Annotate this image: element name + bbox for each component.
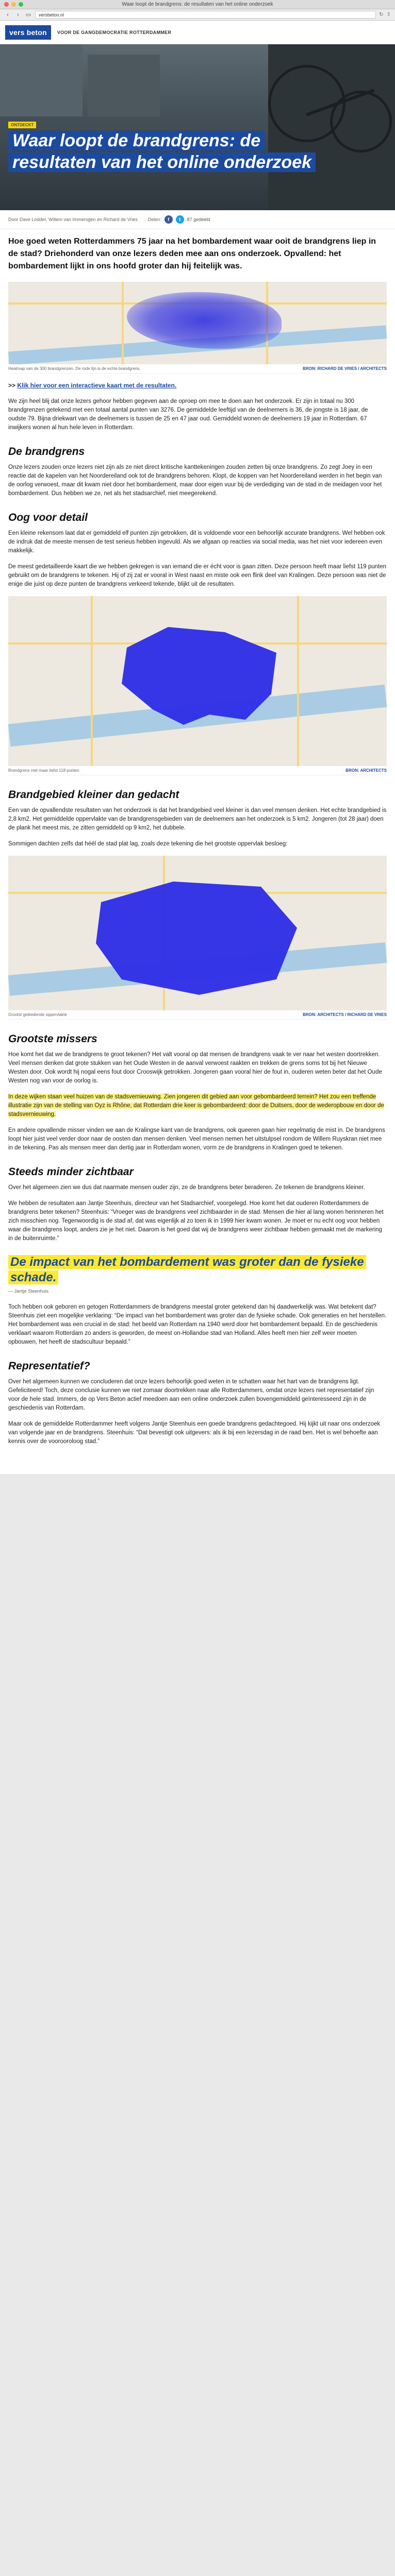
map-road [122,282,124,364]
paragraph: Over het algemeen kunnen we concluderen dat onze lezers behoorlijk goed weten in te schatten waar het hart van de brandgrens ligt. Gefeliciteerd! Toch, deze conclusie kunnen we niet zomaar doortrekken naar alle Rotterdammers, omdat onze lezers niet representatief zijn voor de hele stad. Immers, de op Vers Beton actief meedoen aan een online onderzoek zullen bovengemiddeld geïnteresseerd zijn in de geschiedenis van Rotterdam. [8,1379,374,1411]
window-title: Waar loopt de brandgrens: de resultaten van het online onderzoek [122,2,273,7]
paragraph: We hebben de resultaten aan Jantje Steenhuis, directeur van het Stadsarchief, voorgelegd. Hoe komt het dat ouderen Rotterdammers de brandgrens beter tekenen? Steenhuis: “Vroeger was de brandgrens veel zichtbaarder in de stad. Mensen die hier al lang wonen herinneren het zich misschien nog. Tegenwoordig is de stad af, dat was eigenlijk al zo toen ik in 1999 hier kwam wonen. Je moet er nu echt oog voor hebben waar die brandgrens loopt, anders zie je het niet. Daarom is het goed dat wij de brandgrens weer zichtbaar hebben gemaakt met de markering in de buitenruimte.” [8,1200,384,1242]
reload-icon[interactable]: ↻ [379,12,384,18]
caption-text: Brandgrens met maar liefst 118 punten [8,768,79,773]
pull-quote [8,1255,387,1285]
highlighted-paragraph [8,1093,387,1119]
address-bar[interactable] [35,11,376,19]
article-lead: Hoe goed weten Rotterdammers 75 jaar na het bombardement waar ooit de brandgrens liep in de stad? Driehonderd van onze lezers deden mee aan ons onderzoek. Opvallend: het bombardement lijkt in ons hoofd groter dan hij feitelijk was. [8,237,376,270]
article [0,44,395,1474]
paragraph: Een van de opvallendste resultaten van het onderzoek is dat het brandgebied veel kleiner is dan veel mensen denken. Het echte brandgebied is 2,8 km2. Het gemiddelde oppervlakte van de brandgrensgebieden van de deelnemers aan het onderzoek is 5 km2. Jongeren (tot 28 jaar) doen de plank het meest mis, ze zitten gemiddeld op 9 km2, het dubbele. [8,807,387,831]
detail-map[interactable] [8,596,387,766]
paragraph: Onze lezers zouden onze lezers niet zijn als ze niet direct kritische kanttekeningen zouden zetten bij onze brandgrens. Zo zegt Joey in een reactie dat de kapelen van het Noordereiland ook tot de brandgrens behoren. Klopt, de koppen van het Noordereiland werden in het begin van de oorlog verwoest, maar dit kwam niet door het bombardement, maar door eigen vuur bij de verdediging van de stad in de meidagen voor het bombardement. Dus hebben we ze, net als het stadsarchief, niet meegerekend. [8,464,382,497]
paragraph: Over het algemeen zien we dus dat naarmate mensen ouder zijn, ze de brandgrens beter beraderen. Ze tekenen de brandgrens kleiner. [8,1184,365,1191]
share-icon[interactable]: ⇪ [386,12,391,18]
largest-area-caption [8,1010,387,1020]
browser-titlebar [0,0,395,9]
section-heading: Steeds minder zichtbaar [8,1166,134,1178]
interactive-map-link[interactable] [8,382,387,389]
back-icon[interactable]: ‹ [7,11,9,18]
close-window-icon[interactable] [4,2,9,7]
paragraph: Sommigen dachten zelfs dat héél de stad plat lag, zoals deze tekening die het grootste oppervlak besloeg: [8,841,288,847]
window-controls[interactable] [4,2,23,7]
pull-quote-text: De impact van het bombardement was groter dan de fysieke schade. [8,1255,366,1284]
page [0,21,395,1474]
article-title: Waar loopt de brandgrens: de resultaten van het online onderzoek [8,130,318,173]
twitter-icon[interactable]: t [176,215,184,224]
link-label[interactable]: Klik hier voor een interactieve kaart met de resultaten. [17,382,177,389]
paragraph: We zijn heel blij dat onze lezers gehoor hebben gegeven aan de oproep om mee te doen aan het onderzoek. Er zijn in totaal nu 300 brandgrenzen getekend met een totaal aantal punten van 3276. De gemiddelde leeftijd van de deelnemers is 36, de jongste is 18 jaar, de oudste 79. Bijna driekwart van de deelnemers is tussen de 25 en 47 jaar oud. Gemiddeld wonen de deelnemers 19 jaar in Rotterdam. 67 inwijkers wonen al hun hele leven in Rotterdam. [8,398,368,431]
largest-area-map[interactable] [8,856,387,1010]
browser-toolbar [0,9,395,21]
heatmap-caption [8,364,387,374]
hero-building [88,55,160,116]
caption-text: Heatmap van de 300 brandgrenzen. De rode lijn is de echte brandgrens. [8,366,141,371]
site-logo[interactable]: vers beton [5,25,51,40]
sidebar-icon[interactable]: ▭ [25,12,31,18]
url-text: versbeton.nl [39,12,64,18]
paragraph: De meest gedetailleerde kaart die we hebben gekregen is van iemand die er écht voor is gaan zitten. Deze persoon heeft maar liefst 119 punten gebruikt om de brandgrens te tekenen. Hij of zij zat er vooral in West naast en miste ook een flink deel van Kralingen. Deze persoon was niet de enige die juist op deze punten de brandgrens verkeerd tekende, blijkt uit de resultaten. [8,564,387,587]
drawn-area [91,866,307,1000]
section-heading: Oog voor detail [8,512,88,523]
hero-building [0,44,83,116]
section-heading: De brandgrens [8,446,85,457]
maximize-window-icon[interactable] [19,2,23,7]
site-tagline: VOOR DE GANGDEMOCRATIE ROTTERDAMMER [57,29,172,35]
paragraph: Toch hebben ook geboren en getogen Rotterdammers de brandgrens meestal groter getekend dan hij daadwerkelijk was. Wat betekent dat? Steenhuis ziet een mogelijke verklaring: “De impact van het bombardement was groter dan de fysieke schade. Ook generaties en het herstellen. Het bombardement was een crucial in de stad: het beeld van Rotterdam na 1940 werd door het bombardement bepaald. En de geschiedenis verklaart waarom Rotterdam zo anders is geworden, de meest on-Hollandse stad van Holland. Alles heeft men hier zelf weer moeten opbouwen, het heeft de stadscultuur bepaald.” [8,1304,387,1345]
minimize-window-icon[interactable] [11,2,16,7]
hero-image [0,44,395,210]
heatmap-figure [8,282,387,374]
paragraph: Een kleine rekensom laat dat er gemiddeld elf punten zijn getrokken, dit is voldoende voor een behoorlijk accurate brandgrens. Wel hebben ook de indruk dat de meeste mensen de test serieus hebben ingevuld. Als we afgaan op reacties via social media, was het niet voor iedereen even makkelijk. [8,530,385,554]
share-label: Delen: [147,217,161,222]
drawn-area [106,617,292,730]
paragraph: Maar ook de gemiddelde Rotterdammer heeft volgens Jantje Steenhuis een goede brandgrens gedachtegoed. Hij kijkt uit naar ons onderzoek van volgende jaar en de brandgrens. Steenhuis: “Dat bevestigt ook uitgevers: als ik bij een lezersdag in de raad ben. Het is wel behoefte aan kennis over de voorooroloog stad.” [8,1421,381,1445]
caption-text: Grootst gebiedende oppervlakte [8,1012,67,1017]
section-heading: Representatief? [8,1360,90,1372]
map-road [91,596,93,766]
highlight-text: In deze wijken staan veel huizen van de stadsvernieuwing. Zien jongeren dit gebied aan voor gebombardeerd terrein? Het zou een treffende illustratie zijn van de stelling van Oyz is Rhône, dat Rotterdam drie keer is gebombardeerd: door de Duitsers, door de wederopbouw en door de stadsvernieuwing. [8,1094,384,1117]
site-header [0,21,395,44]
share-count: 87 gedeeld [187,217,210,222]
largest-area-figure [8,856,387,1020]
article-body [0,229,395,1446]
caption-credit: BRON: ARCHITECTS [345,768,387,773]
paragraph: Hoe komt het dat we de brandgrens te groot tekenen? Het valt vooral op dat mensen de brandgrens vaak te ver naar het westen doortrekken. Veel mensen denken dat grote stukken van het Oude Westen in de aanval verwoest raakten en trekken de grens soms tot bij het Nieuwe Westen door. Ook wordt hij nogal eens fout door Crooswijk getrokken. Jongeren gaan vooral hier de fout in, ouderen weten beter dat het Oude Westen nog van voor de oorlog is. [8,1052,382,1084]
caption-credit: BRON: RICHARD DE VRIES / ARCHITECTS [303,366,387,371]
heat-area [127,292,282,349]
map-road [297,596,299,766]
facebook-icon[interactable]: f [164,215,173,224]
link-prefix: >> [8,382,16,389]
share-group [148,215,210,224]
byline: Door Dave Lodder, Willem van Immersgen en Richard de Vries [8,217,138,222]
section-heading: Brandgebied kleiner dan gedacht [8,789,179,801]
caption-credit: BRON: ARCHITECTS / RICHARD DE VRIES [303,1012,387,1017]
category-tag[interactable]: ONTDECKT [8,122,36,128]
forward-icon[interactable]: › [17,11,19,18]
detail-caption [8,766,387,775]
section-heading: Grootste missers [8,1033,97,1045]
paragraph: En andere opvallende misser vinden we aan de Kralingse kant van de brandgrens, ook queeren gaan hier regelmatig de mist in. De brandgrens loopt hier juist veel verder door naar de oosten dan mensen denken. Veel mensen nemen het uitstulpsel rondom de Willem Ruyskran niet mee in de tekening. Pas als mensen meer dan dertig jaar in Rotterdam wonen, vorm ze de brandgrens in Kralingen goed te tekenen. [8,1127,385,1151]
heatmap-map[interactable] [8,282,387,364]
byline-bar [0,210,395,229]
pull-quote-author: — Jantje Steenhuis [8,1289,49,1294]
hero-bike-wheel [330,91,392,152]
detail-figure [8,596,387,775]
